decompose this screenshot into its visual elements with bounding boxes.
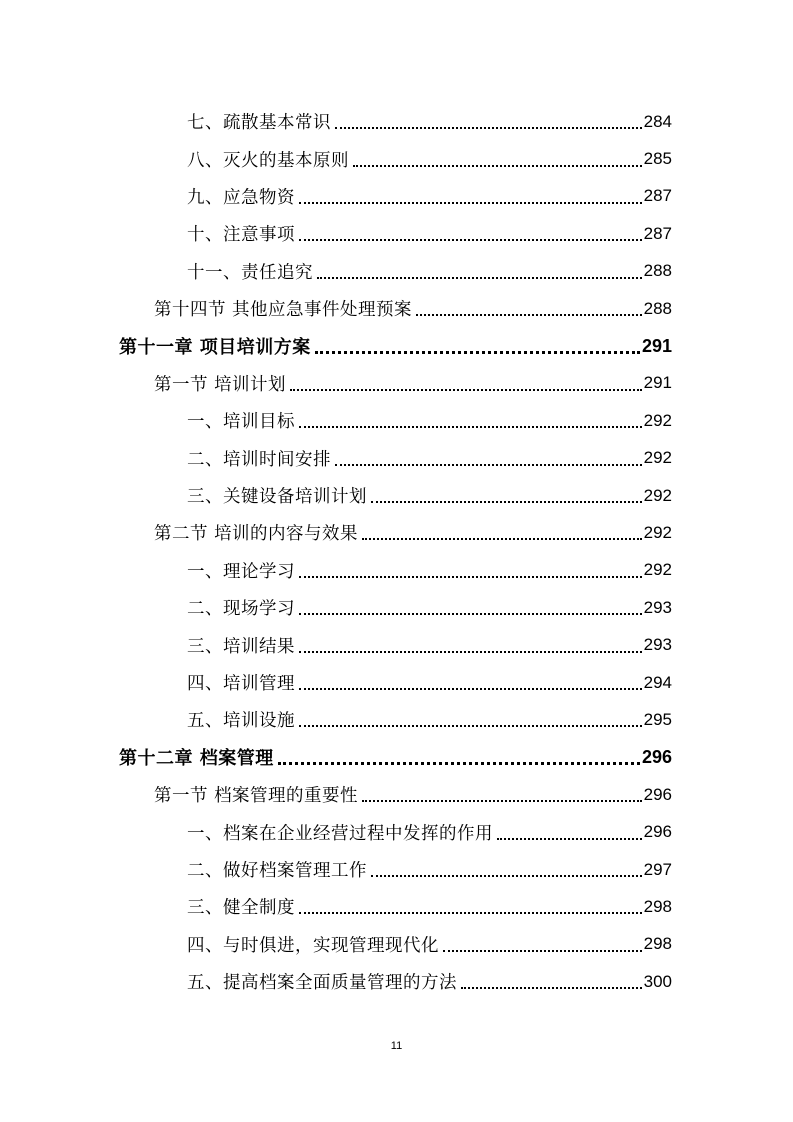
toc-entry-page: 291: [643, 373, 672, 393]
toc-entry-title: 五、提高档案全面质量管理的方法: [187, 973, 457, 994]
toc-entry-title: 十一、责任追究: [187, 262, 313, 283]
toc-entry[interactable]: [0, 178, 793, 215]
dot-leader: [335, 126, 642, 129]
toc-entry-title: 九、应急物资: [187, 187, 295, 208]
toc-entry-title: 一、培训目标: [187, 412, 295, 433]
dot-leader: [299, 201, 642, 204]
dot-leader: [299, 650, 642, 653]
dot-leader: [416, 313, 642, 316]
toc-chapter-entry[interactable]: [0, 739, 793, 776]
toc-entry-page: 288: [643, 261, 672, 281]
toc-entry-page: 296: [643, 784, 672, 804]
dot-leader: [278, 761, 640, 765]
dot-leader: [299, 612, 642, 615]
dot-leader: [299, 911, 642, 914]
dot-leader: [299, 724, 642, 727]
dot-leader: [362, 799, 642, 802]
toc-entry-page: 288: [643, 298, 672, 318]
dot-leader: [315, 350, 640, 354]
toc-entry-page: 292: [643, 560, 672, 580]
toc-entry-page: 297: [643, 859, 672, 879]
toc-entry[interactable]: [0, 402, 793, 439]
toc-entry[interactable]: [0, 813, 793, 850]
dot-leader: [371, 500, 642, 503]
toc-entry-page: 296: [641, 746, 672, 767]
dot-leader: [299, 575, 642, 578]
toc-entry-title: 四、与时俱进，实现管理现代化: [187, 935, 439, 956]
toc-entry-title: 第一节 培训计划: [154, 374, 287, 395]
toc-entry-title: 第十二章 档案管理: [119, 748, 274, 770]
toc-entry-page: 285: [643, 149, 672, 169]
toc-entry[interactable]: [0, 140, 793, 177]
toc-entry[interactable]: [0, 440, 793, 477]
toc-entry-page: 291: [641, 335, 672, 356]
toc-entry[interactable]: [0, 253, 793, 290]
dot-leader: [353, 164, 642, 167]
table-of-contents: [0, 103, 793, 1000]
toc-entry[interactable]: [0, 963, 793, 1000]
toc-entry[interactable]: [0, 589, 793, 626]
toc-entry-title: 第二节 培训的内容与效果: [154, 524, 359, 545]
toc-entry[interactable]: [0, 851, 793, 888]
toc-entry-page: 294: [643, 672, 672, 692]
toc-section-entry[interactable]: [0, 514, 793, 551]
toc-entry[interactable]: [0, 103, 793, 140]
toc-entry-title: 一、理论学习: [187, 561, 295, 582]
toc-entry-page: 295: [643, 709, 672, 729]
toc-entry-title: 二、现场学习: [187, 599, 295, 620]
toc-entry-title: 八、灭火的基本原则: [187, 150, 349, 171]
toc-entry-title: 五、培训设施: [187, 711, 295, 732]
toc-entry-title: 第十四节 其他应急事件处理预案: [154, 300, 413, 321]
toc-entry[interactable]: [0, 552, 793, 589]
dot-leader: [371, 874, 642, 877]
toc-entry-page: 296: [643, 822, 672, 842]
toc-chapter-entry[interactable]: [0, 327, 793, 364]
dot-leader: [299, 425, 642, 428]
toc-entry-title: 一、档案在企业经营过程中发挥的作用: [187, 823, 493, 844]
page-number: 11: [390, 1040, 403, 1052]
toc-entry[interactable]: [0, 626, 793, 663]
toc-entry-page: 292: [643, 522, 672, 542]
toc-section-entry[interactable]: [0, 290, 793, 327]
toc-entry-title: 三、健全制度: [187, 898, 295, 919]
toc-entry-page: 292: [643, 485, 672, 505]
toc-entry-title: 三、关键设备培训计划: [187, 487, 367, 508]
toc-entry-page: 292: [643, 410, 672, 430]
dot-leader: [317, 276, 642, 279]
toc-entry-page: 284: [643, 111, 672, 131]
toc-entry[interactable]: [0, 215, 793, 252]
toc-entry[interactable]: [0, 888, 793, 925]
toc-entry[interactable]: [0, 477, 793, 514]
toc-entry-title: 二、培训时间安排: [187, 449, 331, 470]
toc-entry-page: 292: [643, 448, 672, 468]
toc-entry-title: 四、培训管理: [187, 674, 295, 695]
toc-entry-title: 十、注意事项: [187, 225, 295, 246]
toc-entry[interactable]: [0, 701, 793, 738]
dot-leader: [290, 388, 642, 391]
toc-entry-title: 第一节 档案管理的重要性: [154, 786, 359, 807]
toc-entry[interactable]: [0, 926, 793, 963]
toc-entry-page: 287: [643, 186, 672, 206]
toc-entry-page: 287: [643, 223, 672, 243]
toc-entry[interactable]: [0, 664, 793, 701]
toc-section-entry[interactable]: [0, 365, 793, 402]
dot-leader: [497, 837, 642, 840]
toc-entry-page: 298: [643, 896, 672, 916]
dot-leader: [335, 463, 642, 466]
toc-entry-title: 三、培训结果: [187, 636, 295, 657]
dot-leader: [362, 537, 642, 540]
toc-entry-page: 300: [643, 971, 672, 991]
dot-leader: [443, 949, 642, 952]
toc-entry-page: 298: [643, 934, 672, 954]
toc-entry-page: 293: [643, 597, 672, 617]
dot-leader: [299, 687, 642, 690]
dot-leader: [461, 986, 642, 989]
toc-section-entry[interactable]: [0, 776, 793, 813]
dot-leader: [299, 238, 642, 241]
toc-entry-page: 293: [643, 635, 672, 655]
toc-entry-title: 二、做好档案管理工作: [187, 861, 367, 881]
toc-entry-title: 第十一章 项目培训方案: [119, 337, 311, 359]
toc-entry-title: 七、疏散基本常识: [187, 113, 331, 134]
